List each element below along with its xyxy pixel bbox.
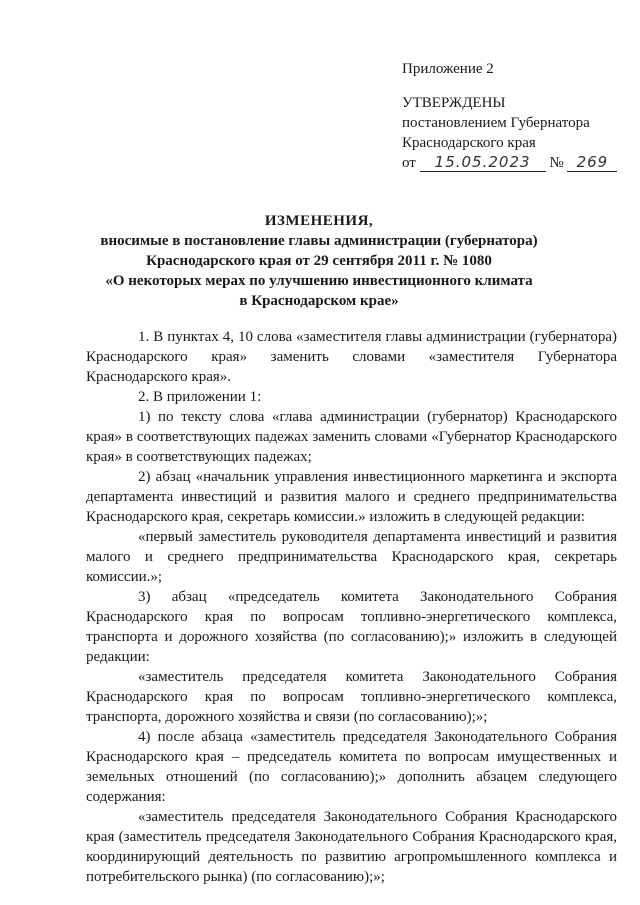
approval-line-1: постановлением Губернатора [402, 115, 590, 131]
handwritten-date: 15.05.2023 [420, 154, 546, 172]
paragraph-9: «заместитель председателя Законодательного Собрания Краснодарского края (заместитель председателя Законодательного Собрания Краснодарского края, координирующий деятельность по развитию агропромышленного комплекса и потребительского рынка) (по согласованию);»; [86, 809, 617, 885]
spacer [402, 79, 617, 93]
approval-date-line [402, 153, 617, 173]
paragraph-5: «первый заместитель руководителя департамента инвестиций и развития малого и среднего предпринимательства Краснодарского края, секретарь комиссии.»; [86, 529, 617, 585]
paragraph-7: «заместитель председателя комитета Законодательного Собрания Краснодарского края по вопросам топливно-энергетического комплекса, транспорта, дорожного хозяйства и связи (по согласованию);»; [86, 669, 617, 725]
paragraph-3: 1) по тексту слова «глава администрации (губернатор) Краснодарского края» в соответствующих падежах заменить словами «Губернатор Краснодарского края» в соответствующих падежах; [86, 409, 617, 465]
title-main: ИЗМЕНЕНИЯ, [264, 213, 374, 229]
approval-stamp-block [402, 59, 617, 173]
approval-line-2: Краснодарского края [402, 135, 536, 151]
document-title [80, 211, 558, 311]
number-label: № [549, 155, 564, 171]
paragraph-2: 2. В приложении 1: [138, 389, 262, 405]
paragraph-4: 2) абзац «начальник управления инвестиционного маркетинга и экспорта департамента инвестиций и развития малого и среднего предпринимательства Краснодарского края, секретарь комиссии.» изложить в следующей редакции: [86, 469, 617, 525]
approved-label: УТВЕРЖДЕНЫ [402, 95, 506, 111]
from-label: от [402, 155, 416, 171]
title-line-2: Краснодарского края от 29 сентября 2011 г. № 1080 [146, 253, 492, 269]
title-line-3: «О некоторых мерах по улучшению инвестиционного климата [105, 273, 533, 289]
appendix-label: Приложение 2 [402, 61, 494, 77]
paragraph-1: 1. В пунктах 4, 10 слова «заместителя главы администрации (губернатора) Краснодарского края» заменить словами «заместителя Губернатора Краснодарского края». [86, 329, 617, 385]
title-line-4: в Краснодарском крае» [239, 293, 399, 309]
document-body [86, 327, 617, 887]
paragraph-6: 3) абзац «председатель комитета Законодательного Собрания Краснодарского края по вопросам топливно-энергетического комплекса, транспорта и дорожного хозяйства (по согласованию);» изложить в следующей редакции: [86, 589, 617, 665]
title-line-1: вносимые в постановление главы администрации (губернатора) [100, 233, 538, 249]
paragraph-8: 4) после абзаца «заместитель председателя Законодательного Собрания Краснодарского края – председатель комитета по вопросам имущественных и земельных отношений (по согласованию);» дополнить абзацем следующего содержания: [86, 729, 617, 805]
handwritten-number: 269 [567, 154, 617, 172]
